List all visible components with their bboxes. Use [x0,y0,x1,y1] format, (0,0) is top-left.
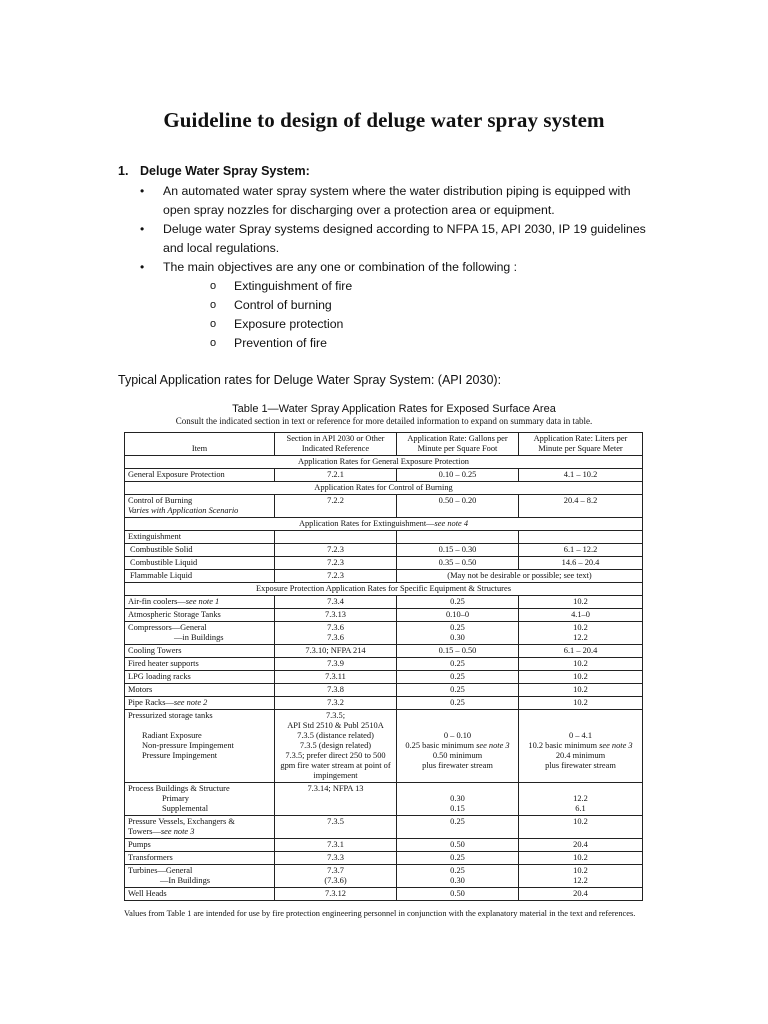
cell-gpm: 0.25 [397,596,519,609]
cell-section: 7.3.11 [275,671,397,684]
table-row [125,544,643,557]
table-title [0,403,768,415]
objective-item: o Control of burning [208,296,658,315]
table-footnote: Values from Table 1 are intended for use by fire protection engineering personnel in conjunction with the explanatory material in the text and references. [124,909,636,918]
cell-section: 7.3.8 [275,684,397,697]
cell-item [125,783,275,816]
table-row [125,684,643,697]
item-text: —In Buildings [160,876,211,885]
cell-item: LPG loading racks [125,671,275,684]
gpm-value: 0.30 [450,794,465,803]
cell-section [275,710,397,783]
item-note: see note 2 [173,698,208,707]
table-title-text: Table 1—Water Spray Application Rates for Exposed Surface Area [232,403,556,415]
cell-lpm: 10.2 [519,596,643,609]
bullet-list [138,182,658,353]
section-heading [118,164,310,178]
cell-item [125,596,275,609]
table-row [125,710,643,783]
table-row [125,557,643,570]
lpm-value: 12.2 [573,794,588,803]
cell-lpm [519,622,643,645]
cell-gpm [397,865,519,888]
cell-lpm [519,710,643,783]
cell-gpm [397,783,519,816]
gpm-value: 0.50 minimum [432,751,483,760]
table-row [125,658,643,671]
cell-gpm: 0.25 [397,852,519,865]
table-row [125,645,643,658]
cell-lpm: 10.2 [519,816,643,839]
gpm-note: see note 3 [476,741,510,750]
cell-gpm: 0.25 [397,684,519,697]
cell-lpm: 10.2 [519,684,643,697]
header-gpm: Application Rate: Gallons per Minute per Square Foot [397,433,519,456]
cell-gpm: 0.25 [397,671,519,684]
table-row [125,816,643,839]
section-value: API Std 2510 & Publ 2510A [287,721,384,730]
cell-lpm: 4.1 – 10.2 [519,469,643,482]
cell-lpm: 20.4 – 8.2 [519,495,643,518]
table-row [125,697,643,710]
table-row [125,622,643,645]
page-title: Guideline to design of deluge water spray system [163,108,605,132]
objective-item: o Extinguishment of fire [208,277,658,296]
cell-item: General Exposure Protection [125,469,275,482]
item-text: Towers— [128,827,161,836]
table-row [125,570,643,583]
band-row [125,518,643,531]
lpm-note: see note 3 [599,741,633,750]
cell-gpm: 0.10–0 [397,609,519,622]
table-row [125,888,643,901]
cell-item [125,865,275,888]
cell-lpm: 6.1 – 12.2 [519,544,643,557]
table-subtitle: Consult the indicated section in text or reference for more detailed information to expand on summary data in table. [175,416,593,426]
cell-section: 7.3.9 [275,658,397,671]
cell-item [125,495,275,518]
cell-lpm: 20.4 [519,888,643,901]
item-text: Pressurized storage tanks [128,711,213,720]
gpm-value: 0.15 [450,804,465,813]
band-exposure: Exposure Protection Application Rates for Specific Equipment & Structures [125,583,643,596]
cell-gpm: 0.50 – 0.20 [397,495,519,518]
objective-item: o Exposure protection [208,315,658,334]
cell-lpm: 4.1–0 [519,609,643,622]
cell-gpm: 0.15 – 0.30 [397,544,519,557]
cell-section [275,622,397,645]
table-row [125,609,643,622]
cell-section: 7.3.1 [275,839,397,852]
item-text: Air-fin coolers— [128,597,186,606]
section-value: 7.3.5 (distance related) [297,731,374,740]
lpm-value: 10.2 [573,866,588,875]
objective-item: o Prevention of fire [208,334,658,353]
band-row [125,456,643,469]
cell-item: Transformers [125,852,275,865]
cell-item [125,697,275,710]
lpm-value: 10.2 basic minimum [528,741,598,750]
cell-lpm: 10.2 [519,658,643,671]
item-note: see note 3 [160,827,195,836]
item-text: Pipe Racks— [128,698,174,707]
cell-item: Well Heads [125,888,275,901]
section-value: (7.3.6) [324,876,347,885]
table-row [125,783,643,816]
header-item: Item [125,433,275,456]
cell-gpm: 0.35 – 0.50 [397,557,519,570]
item-text: Process Buildings & Structure [128,784,230,793]
cell-gpm [397,710,519,783]
section-value: 7.3.7 [327,866,344,875]
item-text: Radiant Exposure [142,731,202,740]
item-note: Varies with Application Scenario [128,506,239,515]
cell-section: 7.3.14; NFPA 13 [275,783,397,816]
cell-item: Motors [125,684,275,697]
cell-lpm: 14.6 – 20.4 [519,557,643,570]
cell-lpm: 10.2 [519,852,643,865]
table-row [125,495,643,518]
cell-section: 7.3.2 [275,697,397,710]
section-value: 7.3.5; prefer direct 250 to 500 gpm fire water stream at point of impingement [280,751,391,780]
item-text: Control of Burning [128,496,193,505]
cell-item: Extinguishment [125,531,275,544]
band-note: see note 4 [434,519,469,528]
cell-section: 7.3.5 [275,816,397,839]
band-text: Application Rates for Extinguishment— [298,519,435,528]
cell-section: 7.2.2 [275,495,397,518]
objectives-list [163,277,658,353]
item-note: see note 1 [185,597,220,606]
cell-lpm: 20.4 [519,839,643,852]
table-header-row [125,433,643,456]
table-row [125,596,643,609]
gpm-value: 0.25 [450,623,465,632]
item-text: Compressors—General [128,623,207,632]
section-value: 7.3.5 (design related) [299,741,372,750]
cell-lpm [519,783,643,816]
header-section: Section in API 2030 or Other Indicated Reference [275,433,397,456]
lpm-value: 10.2 [573,623,588,632]
cell-section: 7.2.3 [275,557,397,570]
cell-section: 7.2.3 [275,544,397,557]
item-text: Turbines—General [128,866,193,875]
cell-gpm: 0.25 [397,816,519,839]
item-text: Non-pressure Impingement [142,741,234,750]
cell-merged-note: (May not be desirable or possible; see text) [397,570,643,583]
cell-section: 7.2.1 [275,469,397,482]
section-number: 1. [118,164,129,178]
cell-lpm: 10.2 [519,671,643,684]
band-row [125,583,643,596]
cell-item: Combustible Liquid [125,557,275,570]
gpm-value: 0.30 [450,633,465,642]
cell-gpm: 0.50 [397,888,519,901]
cell-section [275,865,397,888]
lpm-value: plus firewater stream [545,761,616,770]
table-row [125,469,643,482]
gpm-value: 0.30 [450,876,465,885]
cell-item: Atmospheric Storage Tanks [125,609,275,622]
lpm-value: 6.1 [575,804,586,813]
band-row [125,482,643,495]
bullet-text: The main objectives are any one or combination of the following : [163,260,518,274]
header-lpm: Application Rate: Liters per Minute per Square Meter [519,433,643,456]
gpm-value: 0.25 basic minimum [405,741,475,750]
item-text: Pressure Impingement [142,751,218,760]
section-title: Deluge Water Spray System: [140,164,310,178]
band-extinguishment [125,518,643,531]
cell-lpm [519,865,643,888]
band-general: Application Rates for General Exposure Protection [125,456,643,469]
item-text: —in Buildings [174,633,224,642]
application-rates-table [124,432,643,901]
band-control: Application Rates for Control of Burning [125,482,643,495]
cell-gpm: 0.25 [397,658,519,671]
table-intro: Typical Application rates for Deluge Water Spray System: (API 2030): [118,373,502,387]
cell-gpm: 0.10 – 0.25 [397,469,519,482]
bullet-item: • Deluge water Spray systems designed according to NFPA 15, API 2030, IP 19 guidelines and local regulations. [138,220,658,258]
cell-item: Fired heater supports [125,658,275,671]
cell-lpm: 6.1 – 20.4 [519,645,643,658]
cell-gpm: 0.50 [397,839,519,852]
cell-section: 7.3.13 [275,609,397,622]
cell-section: 7.3.3 [275,852,397,865]
cell-item: Flammable Liquid [125,570,275,583]
cell-gpm: 0.15 – 0.50 [397,645,519,658]
section-value: 7.3.6 [327,623,344,632]
cell-section: 7.3.12 [275,888,397,901]
item-text: Primary [162,794,189,803]
cell-item [125,710,275,783]
table-row [125,865,643,888]
lpm-value: 12.2 [573,876,588,885]
table-row [125,852,643,865]
gpm-value: plus firewater stream [422,761,493,770]
cell-gpm: 0.25 [397,697,519,710]
cell-item [125,816,275,839]
cell-lpm: 10.2 [519,697,643,710]
cell-section: 7.3.10; NFPA 214 [275,645,397,658]
cell-item: Cooling Towers [125,645,275,658]
section-value: 7.3.5; [325,711,346,720]
cell-item: Combustible Solid [125,544,275,557]
table-row [125,671,643,684]
gpm-value: 0 – 0.10 [443,731,472,740]
cell-item: Pumps [125,839,275,852]
cell-section: 7.2.3 [275,570,397,583]
bullet-item: • An automated water spray system where the water distribution piping is equipped with open spray nozzles for discharging over a protection area or equipment. [138,182,658,220]
lpm-value: 12.2 [573,633,588,642]
item-text: Pressure Vessels, Exchangers & [128,817,235,826]
bullet-item [138,258,658,353]
table-row [125,839,643,852]
lpm-value: 0 – 4.1 [568,731,593,740]
section-value: 7.3.6 [327,633,344,642]
cell-section: 7.3.4 [275,596,397,609]
table-row [125,531,643,544]
cell-gpm [397,622,519,645]
cell-item [125,622,275,645]
lpm-value: 20.4 minimum [555,751,606,760]
item-text: Supplemental [162,804,209,813]
gpm-value: 0.25 [450,866,465,875]
